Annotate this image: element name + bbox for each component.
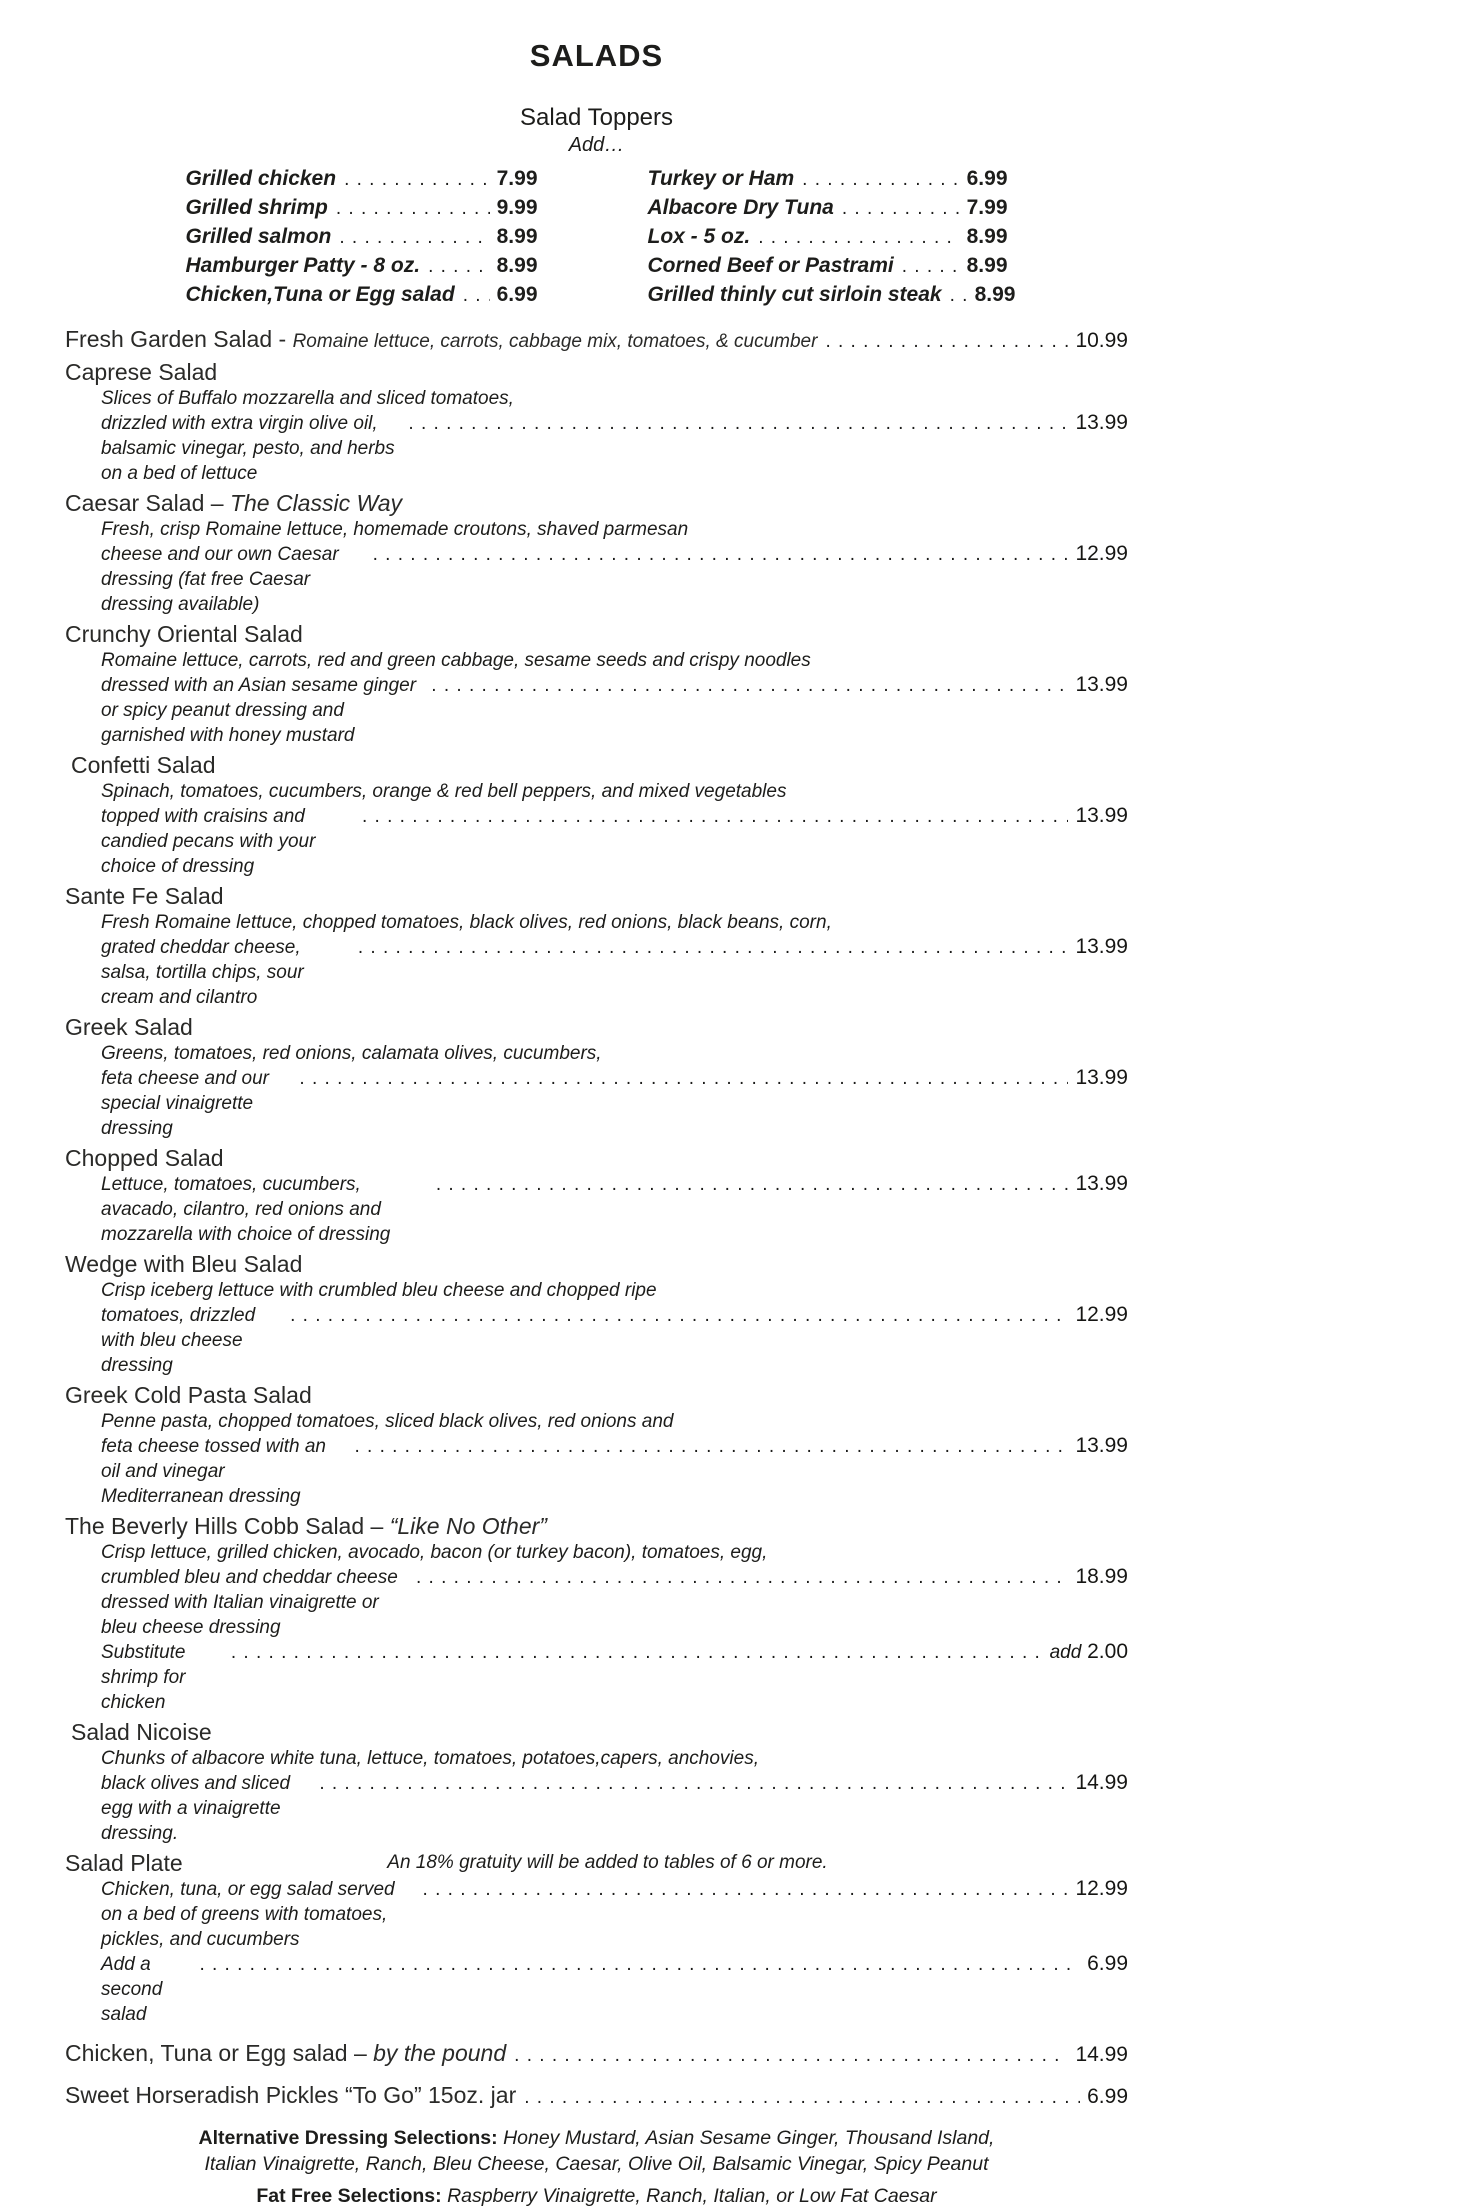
fat-free-label: Fat Free Selections: xyxy=(256,2185,442,2207)
dotted-leader xyxy=(431,675,1068,697)
item-name: Confetti Salad xyxy=(71,752,216,778)
dotted-leader xyxy=(524,2084,1080,2111)
topper-row xyxy=(647,281,1016,310)
item-title-row xyxy=(65,1513,1128,1540)
item-description: topped with craisins and candied pecans with your choice of dressing xyxy=(101,806,316,877)
toppers-left-column xyxy=(186,165,538,310)
dotted-leader xyxy=(373,544,1069,566)
item-price-row xyxy=(65,935,1128,1010)
item-price: 13.99 xyxy=(1075,673,1128,696)
item-description: grated cheddar cheese, salsa, tortilla chips, sour cream and cilantro xyxy=(101,937,304,1008)
topper-price: 8.99 xyxy=(966,225,1008,248)
item-description: tomatoes, drizzled with bleu cheese dressing xyxy=(101,1305,256,1376)
topper-row xyxy=(648,223,1008,252)
dotted-leader xyxy=(358,937,1069,959)
item-description: black olives and sliced egg with a vinaigrette dressing. xyxy=(101,1773,291,1844)
item-description: Fresh, crisp Romaine lettuce, homemade croutons, shaved parmesan xyxy=(101,519,689,540)
topper-price: 7.99 xyxy=(966,196,1008,219)
item-name-italic: by the pound xyxy=(373,2040,507,2066)
item-description: Romaine lettuce, carrots, red and green cabbage, sesame seeds and crispy noodles xyxy=(101,650,811,671)
item-price-row xyxy=(65,1303,1128,1378)
item-name: Sante Fe Salad xyxy=(65,883,224,909)
item-price: 12.99 xyxy=(1075,1877,1128,1900)
dotted-leader xyxy=(336,195,490,223)
item-name: Wedge with Bleu Salad xyxy=(65,1251,303,1277)
item-description: Greens, tomatoes, red onions, calamata olives, cucumbers, xyxy=(101,1043,602,1064)
item-title-row xyxy=(65,2082,1128,2111)
item-price: 10.99 xyxy=(1075,329,1128,352)
menu-item xyxy=(65,883,1128,1010)
item-title-row xyxy=(65,490,1128,517)
item-price: 13.99 xyxy=(1075,1434,1128,1457)
fat-free-line xyxy=(65,2183,1128,2209)
item-description: feta cheese and our special vinaigrette dressing xyxy=(101,1068,269,1139)
dotted-leader xyxy=(199,1954,1080,1976)
dotted-leader xyxy=(423,1879,1069,1901)
item-price: 6.99 xyxy=(1087,2085,1128,2108)
dotted-leader xyxy=(825,328,1068,355)
toppers-heading: Salad Toppers xyxy=(520,104,673,131)
item-name-separator: - xyxy=(278,326,287,352)
menu-item xyxy=(65,1513,1128,1715)
menu-item xyxy=(65,621,1128,748)
menu-item xyxy=(65,1850,1128,2027)
item-price-row xyxy=(65,1565,1128,1640)
menu-item xyxy=(65,2040,1128,2069)
item-price: 14.99 xyxy=(1075,2043,1128,2066)
toppers-subheading: Add… xyxy=(568,134,625,156)
topper-label: Hamburger Patty - 8 oz. xyxy=(185,254,421,277)
item-subprice-row xyxy=(65,1640,1128,1715)
item-price-row xyxy=(65,1172,1128,1247)
menu-item xyxy=(65,1014,1128,1141)
item-description: Spinach, tomatoes, cucumbers, orange & red bell peppers, and mixed vegetables xyxy=(101,781,787,802)
page-title: SALADS xyxy=(529,38,664,73)
item-name: Salad Plate xyxy=(65,1850,183,1876)
item-description: Fresh Romaine lettuce, chopped tomatoes, black olives, red onions, black beans, corn, xyxy=(101,912,832,933)
item-name: Fresh Garden Salad xyxy=(65,326,273,352)
topper-label: Grilled thinly cut sirloin steak xyxy=(647,283,942,306)
dotted-leader xyxy=(339,224,489,252)
item-price-row xyxy=(65,1434,1128,1509)
topper-label: Chicken,Tuna or Egg salad xyxy=(185,283,455,306)
item-price-row xyxy=(65,542,1128,617)
toppers-columns xyxy=(65,165,1128,310)
topper-price: 6.99 xyxy=(496,283,538,306)
item-price: 12.99 xyxy=(1075,542,1128,565)
dressing-notes xyxy=(65,2125,1128,2209)
item-name: Caesar Salad – xyxy=(65,490,224,516)
topper-price: 8.99 xyxy=(496,225,538,248)
topper-label: Grilled salmon xyxy=(185,225,332,248)
menu-item xyxy=(65,490,1128,617)
topper-row xyxy=(186,281,538,310)
item-name: Caprese Salad xyxy=(65,359,218,385)
topper-label: Lox - 5 oz. xyxy=(647,225,751,248)
item-price: 13.99 xyxy=(1075,1172,1128,1195)
item-price-row xyxy=(65,673,1128,748)
item-description: crumbled bleu and cheddar cheese dressed with Italian vinaigrette or bleu cheese dressing xyxy=(101,1567,398,1638)
item-sub-price-prefix: add xyxy=(1049,1642,1082,1663)
menu-item xyxy=(65,1719,1128,1846)
topper-price: 6.99 xyxy=(966,167,1008,190)
dotted-leader xyxy=(950,282,968,310)
topper-row xyxy=(648,165,1008,194)
dotted-leader xyxy=(299,1068,1068,1090)
item-name: Chicken, Tuna or Egg salad – xyxy=(65,2040,367,2066)
item-title-row xyxy=(65,2040,1128,2069)
menu-page xyxy=(65,38,1128,2209)
dotted-leader xyxy=(231,1642,1043,1664)
item-description: Romaine lettuce, carrots, cabbage mix, tomatoes, & cucumber xyxy=(292,331,818,352)
dotted-leader xyxy=(436,1174,1069,1196)
item-name: Greek Cold Pasta Salad xyxy=(65,1382,312,1408)
item-price: 18.99 xyxy=(1075,1565,1128,1588)
item-price-row xyxy=(65,1066,1128,1141)
topper-label: Grilled shrimp xyxy=(185,196,328,219)
item-price: 13.99 xyxy=(1075,935,1128,958)
item-description: drizzled with extra virgin olive oil, balsamic vinegar, pesto, and herbs on a bed of lettuce xyxy=(101,413,395,484)
dotted-leader xyxy=(290,1305,1068,1327)
dotted-leader xyxy=(408,413,1068,435)
topper-row xyxy=(186,252,538,281)
item-description: dressed with an Asian sesame ginger or spicy peanut dressing and garnished with honey mustard xyxy=(101,675,417,746)
alternative-dressings-text-1: Honey Mustard, Asian Sesame Ginger, Thousand Island, xyxy=(503,2127,995,2149)
menu-item xyxy=(65,326,1128,355)
topper-label: Corned Beef or Pastrami xyxy=(647,254,894,277)
alternative-dressings-line-1 xyxy=(65,2125,1128,2151)
item-name: Salad Nicoise xyxy=(71,1719,212,1745)
toppers-right-column xyxy=(647,165,1016,310)
topper-row xyxy=(648,252,1008,281)
topper-label: Turkey or Ham xyxy=(647,167,795,190)
item-name: Sweet Horseradish Pickles “To Go” 15oz. jar xyxy=(65,2082,517,2108)
dotted-leader xyxy=(514,2042,1068,2069)
item-price-row xyxy=(65,1771,1128,1846)
item-description: Lettuce, tomatoes, cucumbers, avacado, cilantro, red onions and mozzarella with choice of dressing xyxy=(101,1174,391,1245)
item-description: Chunks of albacore white tuna, lettuce, tomatoes, potatoes,capers, anchovies, xyxy=(101,1748,759,1769)
dotted-leader xyxy=(802,166,959,194)
item-price: 13.99 xyxy=(1075,1066,1128,1089)
item-description: cheese and our own Caesar dressing (fat free Caesar dressing available) xyxy=(101,544,339,615)
topper-row xyxy=(186,194,538,223)
topper-price: 7.99 xyxy=(496,167,538,190)
dotted-leader xyxy=(344,166,490,194)
item-price: 14.99 xyxy=(1075,1771,1128,1794)
topper-price: 8.99 xyxy=(496,254,538,277)
alternative-dressings-line-2: Italian Vinaigrette, Ranch, Bleu Cheese, Caesar, Olive Oil, Balsamic Vinegar, Spicy Peanut xyxy=(204,2153,989,2175)
menu-item xyxy=(65,1145,1128,1247)
item-sub-price: 6.99 xyxy=(1087,1952,1128,1975)
item-description: Crisp lettuce, grilled chicken, avocado, bacon (or turkey bacon), tomatoes, egg, xyxy=(101,1542,768,1563)
item-price: 12.99 xyxy=(1075,1303,1128,1326)
topper-row xyxy=(186,165,538,194)
topper-label: Albacore Dry Tuna xyxy=(647,196,834,219)
dotted-leader xyxy=(463,282,490,310)
item-sub-price xyxy=(1050,1640,1128,1664)
fat-free-text: Raspberry Vinaigrette, Ranch, Italian, or Low Fat Caesar xyxy=(447,2185,937,2207)
topper-price: 8.99 xyxy=(966,254,1008,277)
item-name-italic: The Classic Way xyxy=(229,490,403,516)
dotted-leader xyxy=(758,224,959,252)
alternative-dressings-label: Alternative Dressing Selections: xyxy=(198,2127,498,2149)
item-description: feta cheese tossed with an oil and vinegar Mediterranean dressing xyxy=(101,1436,326,1507)
salad-toppers-section xyxy=(65,104,1128,310)
item-price-row xyxy=(65,411,1128,486)
item-description: Slices of Buffalo mozzarella and sliced tomatoes, xyxy=(101,388,514,409)
item-sub-price-value: 2.00 xyxy=(1087,1640,1128,1663)
topper-label: Grilled chicken xyxy=(185,167,337,190)
item-subprice-row xyxy=(65,1952,1128,2027)
topper-price: 9.99 xyxy=(496,196,538,219)
gratuity-notice: An 18% gratuity will be added to tables of 6 or more. xyxy=(387,1852,828,1873)
item-price-row xyxy=(65,804,1128,879)
menu-items xyxy=(65,326,1128,2111)
topper-row xyxy=(186,223,538,252)
menu-item xyxy=(65,1251,1128,1378)
dotted-leader xyxy=(842,195,960,223)
item-name: Greek Salad xyxy=(65,1014,193,1040)
item-name: The Beverly Hills Cobb Salad – xyxy=(65,1513,384,1539)
item-title-row xyxy=(65,326,1128,355)
dotted-leader xyxy=(416,1567,1068,1589)
item-description: Crisp iceberg lettuce with crumbled bleu cheese and chopped ripe xyxy=(101,1280,657,1301)
menu-item xyxy=(65,2082,1128,2111)
dotted-leader xyxy=(362,806,1068,828)
menu-item xyxy=(65,359,1128,486)
dotted-leader xyxy=(902,253,960,281)
menu-item xyxy=(65,1382,1128,1509)
dotted-leader xyxy=(354,1436,1068,1458)
item-name: Chopped Salad xyxy=(65,1145,224,1171)
item-sub-description: Add a second salad xyxy=(101,1954,163,2025)
item-price: 13.99 xyxy=(1075,411,1128,434)
item-description: Penne pasta, chopped tomatoes, sliced black olives, red onions and xyxy=(101,1411,674,1432)
topper-row xyxy=(648,194,1008,223)
topper-price: 8.99 xyxy=(974,283,1016,306)
item-price: 13.99 xyxy=(1075,804,1128,827)
item-price-row xyxy=(65,1877,1128,1952)
item-name: Crunchy Oriental Salad xyxy=(65,621,303,647)
dotted-leader xyxy=(428,253,490,281)
item-description: Chicken, tuna, or egg salad served on a bed of greens with tomatoes, pickles, and cucumbers xyxy=(101,1879,395,1950)
item-sub-description: Substitute shrimp for chicken xyxy=(101,1642,186,1713)
item-name-italic: “Like No Other” xyxy=(389,1513,547,1539)
dotted-leader xyxy=(319,1773,1068,1795)
menu-item xyxy=(65,752,1128,879)
